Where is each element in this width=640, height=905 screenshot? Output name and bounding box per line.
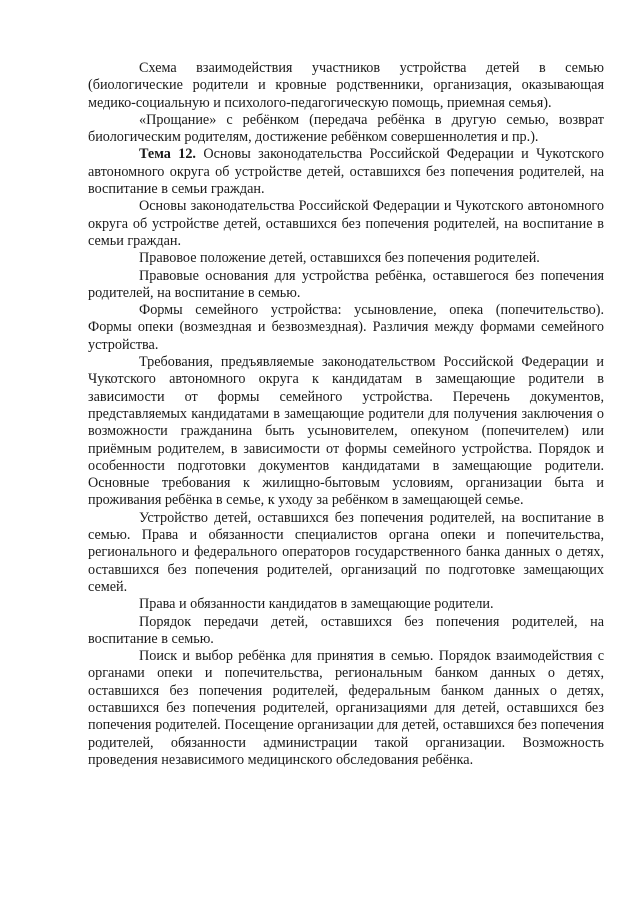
paragraph: Основы законодательства Российской Федерации и Чукотского автономного округа об устройстве детей, оставшихся без попечения родителей, на воспитание в семьи граждан. — [88, 198, 604, 249]
topic-label: Тема 12. — [139, 146, 196, 163]
document-page — [88, 60, 604, 769]
paragraph: «Прощание» с ребёнком (передача ребёнка в другую семью, возврат биологическим родителям, достижение ребёнком совершеннолетия и пр.). — [88, 111, 604, 146]
paragraph: Правовые основания для устройства ребёнка, оставшегося без попечения родителей, на воспитание в семью. — [88, 267, 604, 301]
paragraph: Схема взаимодействия участников устройства детей в семью (биологические родители и кровные родственники, организация, оказывающая медико-социальную и психолого-педагогическую помощь, приемная семья). — [88, 60, 604, 111]
paragraph: Правовое положение детей, оставшихся без попечения родителей. — [139, 250, 540, 267]
paragraph: Требования, предъявляемые законодательством Российской Федерации и Чукотского автономного округа к кандидатам в замещающие родители в зависимости от формы семейного устройства. Перечень документов, представляемых кандидатами в замещающие родители для получения заключения о возможности гражданина быть усыновителем, опекуном (попечителем) или приёмным родителем, в зависимости от формы семейного устройства. Порядок и особенности подготовки документов кандидатами в замещающие родители. Основные требования к жилищно-бытовым условиям, организации быта и проживания ребёнка в семье, к уходу за ребёнком в замещающей семье. — [88, 354, 604, 509]
paragraph: Устройство детей, оставшихся без попечения родителей, на воспитание в семью. Права и обязанности специалистов органа опеки и попечительства, регионального и федерального операторов государственного банка данных о детях, оставшихся без попечения родителей, организаций по подготовке замещающих семей. — [88, 509, 604, 595]
paragraph: Права и обязанности кандидатов в замещающие родители. — [139, 596, 494, 613]
topic-heading-paragraph — [88, 146, 604, 198]
topic-title: Основы законодательства Российской Федерации и Чукотского автономного округа об устройстве детей, оставшихся без попечения родителей, на воспитание в семьи граждан. — [88, 146, 604, 198]
paragraph: Формы семейного устройства: усыновление, опека (попечительство). Формы опеки (возмездная и безвозмездная). Различия между формами семейного устройства. — [88, 302, 604, 353]
paragraph: Поиск и выбор ребёнка для принятия в семью. Порядок взаимодействия с органами опеки и попечительства, региональным банком данных о детях, оставшихся без попечения родителей, федеральным банком данных о детях, оставшихся без попечения родителей, организациями для детей, оставшихся без попечения родителей. Посещение организации для детей, оставшихся без попечения родителей, обязанности администрации такой организации. Возможность проведения независимого медицинского обследования ребёнка. — [88, 648, 604, 768]
paragraph: Порядок передачи детей, оставшихся без попечения родителей, на воспитание в семью. — [88, 613, 604, 647]
